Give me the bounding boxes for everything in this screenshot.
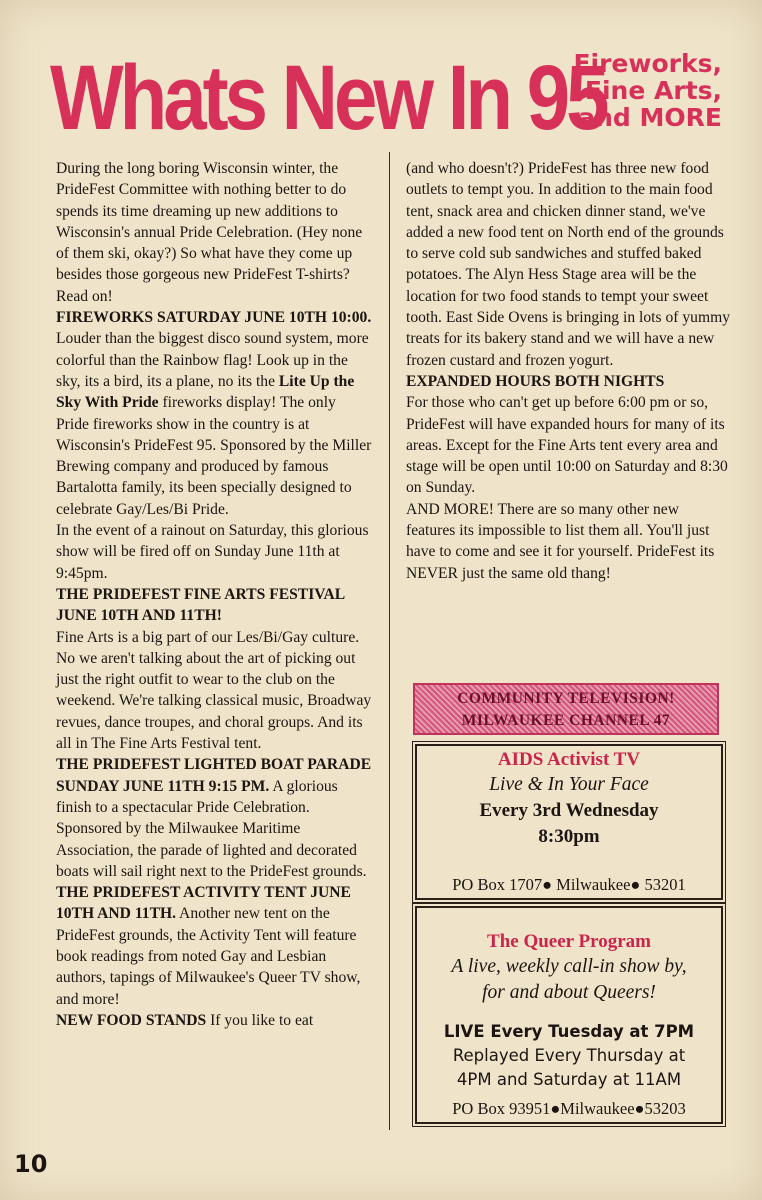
subhead-line-1: Fireworks, [573, 49, 722, 78]
rainout-paragraph: In the event of a rainout on Saturday, this glorious show will be fired off on Sunday June 11th at 9:45pm. [56, 522, 369, 582]
page-number: 10 [14, 1150, 48, 1178]
queer-ad-title: The Queer Program [487, 931, 651, 952]
community-television-banner [413, 683, 719, 735]
aids-activist-tv-ad [415, 744, 723, 900]
more-paragraph: AND MORE! There are so many other new features its impossible to list them all. You'll just have to come and see it for yourself. PrideFest its NEVER just the same old thang! [406, 500, 715, 582]
article-column-left [56, 158, 372, 1031]
activity-text: Another new tent on the PrideFest grounds, the Activity Tent will feature book readings from noted Gay and Lesbian authors, tapings of Milwaukee's Queer TV show, and more! [56, 905, 361, 1008]
subhead-line-3: and MORE [578, 103, 722, 132]
banner-line-1: COMMUNITY TELEVISION! [457, 690, 675, 707]
hours-heading [406, 371, 732, 392]
boat-heading: THE PRIDEFEST LIGHTED BOAT PARADE SUNDAY JUNE 11TH 9:15 PM. [56, 756, 372, 795]
hours-paragraph: For those who can't get up before 6:00 pm or so, PrideFest will have expanded hours for many of its areas. Except for the Fine Arts tent every area and stage will be open until 10:00 on Saturday and 8:30 on Sunday. [406, 394, 728, 497]
food-heading: NEW FOOD STANDS [56, 1011, 207, 1029]
aids-ad-schedule-1: Every 3rd Wednesday [479, 800, 659, 821]
queer-ad-live [417, 1020, 721, 1044]
fireworks-text-2: fireworks display! The only Pride fireworks show in the country is at Wisconsin's PrideFest 95. Sponsored by the Miller Brewing company and produced by famous Bartalotta family, its been specially designed to celebrate Gay/Les/Bi Pride. [56, 394, 372, 518]
boat-paragraph [56, 754, 372, 882]
fireworks-paragraph [56, 307, 372, 520]
fine-arts-paragraph: Fine Arts is a big part of our Les/Bi/Gay culture. No we aren't talking about the art of picking out just the right outfit to wear to the club on the weekend. We're talking classical music, Broadway revues, dance troupes, and choral groups. And its all in The Fine Arts Festival tent. [56, 628, 372, 753]
fireworks-name: Lite Up the Sky With Pride [56, 372, 355, 412]
subhead-line-2: Fine Arts, [584, 76, 722, 105]
aids-ad-tagline: Live & In Your Face [489, 774, 649, 795]
subhead [500, 50, 722, 131]
fine-arts-heading-text: THE PRIDEFEST FINE ARTS FESTIVAL JUNE 10TH AND 11TH! [56, 585, 345, 625]
activity-paragraph [56, 882, 372, 1010]
hours-heading-text: EXPANDED HOURS BOTH NIGHTS [406, 372, 665, 390]
aids-ad-title: AIDS Activist TV [497, 749, 641, 770]
queer-ad-address: PO Box 93951●Milwaukee●53203 [452, 1099, 686, 1118]
food-paragraph-start [56, 1010, 372, 1031]
banner-line-2: MILWAUKEE CHANNEL 47 [461, 712, 671, 729]
column-divider [389, 152, 390, 1130]
article-column-right [406, 158, 732, 584]
intro-paragraph: During the long boring Wisconsin winter, the PrideFest Committee with nothing better to do spends its time dreaming up new additions to Wisconsin's annual Pride Celebration. (Hey none of them ski, okay?) So what have they come up besides those gorgeous new PrideFest T-shirts? Read on! [56, 160, 363, 305]
boat-text: A glorious finish to a spectacular Pride Celebration. Sponsored by the Milwaukee Maritime Association, the parade of lighted and decorated boats will sail right next to the PrideFest grounds. [56, 777, 367, 880]
food-paragraph-continued: (and who doesn't?) PrideFest has three new food outlets to tempt you. In addition to the main food tent, snack area and chicken dinner stand, we've added a new food tent on North end of the grounds to serve cold sub sandwiches and stuffed baked potatoes. The Alyn Hess Stage area will be the location for two food stands to tempt your sweet tooth. East Side Ovens is bringing in lots of yummy treats for its bakery stand and we will have a new frozen custard and frozen yogurt. [406, 160, 730, 369]
queer-ad-live-text: LIVE Every Tuesday at 7PM [443, 1022, 695, 1041]
aids-ad-schedule-2: 8:30pm [538, 826, 600, 847]
headline: Whats New In 95 [50, 45, 606, 149]
fireworks-heading: FIREWORKS SATURDAY JUNE 10TH 10:00. [56, 309, 372, 327]
fine-arts-heading [56, 584, 372, 627]
queer-ad-replay-1: Replayed Every Thursday at [452, 1046, 686, 1065]
aids-ad-address: PO Box 1707● Milwaukee● 53201 [452, 875, 686, 894]
food-text-start: If you like to eat [206, 1011, 314, 1029]
fireworks-text-1: Louder than the biggest disco sound system, more colorful than the Rainbow flag! Look up in the sky, its a bird, its a plane, no its the [56, 330, 369, 390]
queer-ad-replay-2: 4PM and Saturday at 11AM [456, 1070, 682, 1089]
queer-ad-tagline-2: for and about Queers! [482, 982, 656, 1003]
queer-program-ad [415, 906, 723, 1124]
queer-ad-tagline-1: A live, weekly call-in show by, [451, 956, 687, 977]
activity-heading: THE PRIDEFEST ACTIVITY TENT JUNE 10TH AND 11TH. [56, 884, 351, 923]
